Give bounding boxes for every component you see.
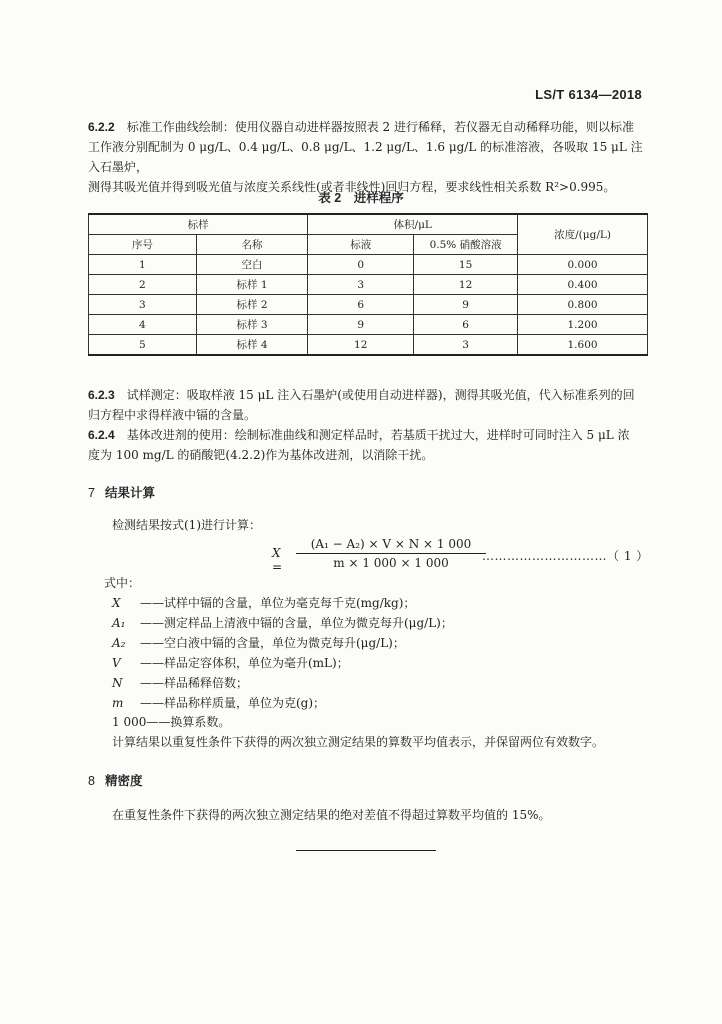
section-number: 8 xyxy=(88,774,95,788)
variable-row xyxy=(112,614,453,634)
clause-text-line: 测得其吸光值并得到吸光值与浓度关系线性(或者非线性)回归方程，要求线性相关系数 R²>0.995。 xyxy=(88,180,616,194)
clause-text-line: 基体改进剂的使用：绘制标准曲线和测定样品时，若基质干扰过大，进样时可同时注入 5 μL 浓 xyxy=(126,428,630,442)
precision-text: 在重复性条件下获得的两次独立测定结果的绝对差值不得超过算数平均值的 15%。 xyxy=(112,808,551,822)
cell-name: 标样 1 xyxy=(196,275,308,295)
cell-seq: 2 xyxy=(89,275,197,295)
variable-row xyxy=(112,713,230,733)
cell-conc: 0.800 xyxy=(518,295,648,315)
clause-text-line: 标准工作曲线绘制：使用仪器自动进样器按照表 2 进行稀释，若仪器无自动稀释功能，则以标准 xyxy=(126,120,634,134)
cell-name: 标样 2 xyxy=(196,295,308,315)
section-heading-7 xyxy=(88,483,155,501)
clause-text-line: 工作液分别配制为 0 μg/L、0.4 μg/L、0.8 μg/L、1.2 μg/L、1.6 μg/L 的标准溶液，各吸取 15 μL 注入石墨炉， xyxy=(88,140,643,174)
variable-row xyxy=(112,654,349,674)
cell-std: 9 xyxy=(308,315,414,335)
table-row xyxy=(89,335,648,356)
table-row xyxy=(89,275,648,295)
cell-conc: 0.400 xyxy=(518,275,648,295)
variable-symbol: A₂ xyxy=(112,636,126,650)
clause-6-2-3 xyxy=(88,385,648,425)
header-acid: 0.5% 硝酸溶液 xyxy=(414,235,518,255)
cell-acid: 15 xyxy=(414,255,518,275)
variable-symbol: 1 000 xyxy=(112,715,147,729)
cell-name: 标样 4 xyxy=(196,335,308,356)
variable-row xyxy=(112,634,405,654)
standard-number: LS/T 6134—2018 xyxy=(535,87,642,102)
calc-intro: 检测结果按式(1)进行计算： xyxy=(112,518,261,532)
formula-lhs: X = xyxy=(272,546,283,574)
section-heading-8 xyxy=(88,771,142,789)
variable-desc: ——样品定容体积，单位为毫升(mL)； xyxy=(140,656,349,670)
cell-std: 6 xyxy=(308,295,414,315)
section-number: 7 xyxy=(88,486,95,500)
clause-text-line: 试样测定：吸取样液 15 μL 注入石墨炉(或使用自动进样器)，测得其吸光值，代入标准系列的回 xyxy=(126,388,635,402)
header-concentration: 浓度/(μg/L) xyxy=(518,214,648,255)
formula-denominator: m × 1 000 × 1 000 xyxy=(333,556,449,570)
variable-desc: ——样品称样质量，单位为克(g)； xyxy=(140,696,326,710)
cell-name: 空白 xyxy=(196,255,308,275)
clause-6-2-2 xyxy=(88,117,648,197)
variable-symbol: m xyxy=(112,696,124,710)
cell-std: 3 xyxy=(308,275,414,295)
table-caption: 表 2 进样程序 xyxy=(318,191,404,205)
variable-desc: ——换算系数。 xyxy=(146,715,231,729)
clause-number: 6.2.2 xyxy=(88,120,115,134)
end-rule xyxy=(296,850,436,851)
cell-conc: 1.600 xyxy=(518,335,648,356)
cell-seq: 4 xyxy=(89,315,197,335)
variable-symbol: V xyxy=(112,656,121,670)
variable-row xyxy=(112,674,248,694)
cell-acid: 6 xyxy=(414,315,518,335)
cell-seq: 5 xyxy=(89,335,197,356)
variable-row xyxy=(112,594,415,614)
formula-fraction xyxy=(296,537,486,570)
clause-text-line: 度为 100 mg/L 的硝酸钯(4.2.2)作为基体改进剂，以消除干扰。 xyxy=(88,448,434,462)
table-row xyxy=(89,255,648,275)
table-row xyxy=(89,315,648,335)
cell-seq: 3 xyxy=(89,295,197,315)
formula-numerator: (A₁ − A₂) × V × N × 1 000 xyxy=(296,537,486,554)
cell-acid: 3 xyxy=(414,335,518,356)
where-label: 式中： xyxy=(104,576,141,590)
result-note: 计算结果以重复性条件下获得的两次独立测定结果的算数平均值表示，并保留两位有效数字。 xyxy=(112,735,605,749)
cell-seq: 1 xyxy=(89,255,197,275)
variable-desc: ——样品稀释倍数； xyxy=(140,676,249,690)
cell-std: 12 xyxy=(308,335,414,356)
cell-conc: 0.000 xyxy=(518,255,648,275)
cell-conc: 1.200 xyxy=(518,315,648,335)
clause-6-2-4 xyxy=(88,425,648,465)
cell-acid: 9 xyxy=(414,295,518,315)
clause-number: 6.2.3 xyxy=(88,388,115,402)
variable-symbol: N xyxy=(112,676,123,690)
sampling-table xyxy=(88,213,648,356)
section-title: 结果计算 xyxy=(104,486,155,500)
header-volume-group: 体积/μL xyxy=(308,214,518,235)
variable-desc: ——空白液中镉的含量，单位为微克每升(μg/L)； xyxy=(140,636,405,650)
clause-number: 6.2.4 xyxy=(88,428,115,442)
table-row xyxy=(89,295,648,315)
variable-symbol: A₁ xyxy=(112,616,126,630)
clause-text-line: 归方程中求得样液中镉的含量。 xyxy=(88,408,257,422)
cell-name: 标样 3 xyxy=(196,315,308,335)
header-sample-group: 标样 xyxy=(89,214,308,235)
cell-std: 0 xyxy=(308,255,414,275)
header-std: 标液 xyxy=(308,235,414,255)
section-title: 精密度 xyxy=(104,774,143,788)
formula-number: …………………………（ 1 ） xyxy=(482,549,649,563)
header-seq: 序号 xyxy=(89,235,197,255)
header-name: 名称 xyxy=(196,235,308,255)
variable-desc: ——试样中镉的含量，单位为毫克每千克(mg/kg)； xyxy=(140,596,416,610)
variable-symbol: X xyxy=(112,596,121,610)
variable-desc: ——测定样品上清液中镉的含量，单位为微克每升(μg/L)； xyxy=(140,616,453,630)
variable-row xyxy=(112,694,325,714)
cell-acid: 12 xyxy=(414,275,518,295)
table-header-row xyxy=(89,214,648,235)
